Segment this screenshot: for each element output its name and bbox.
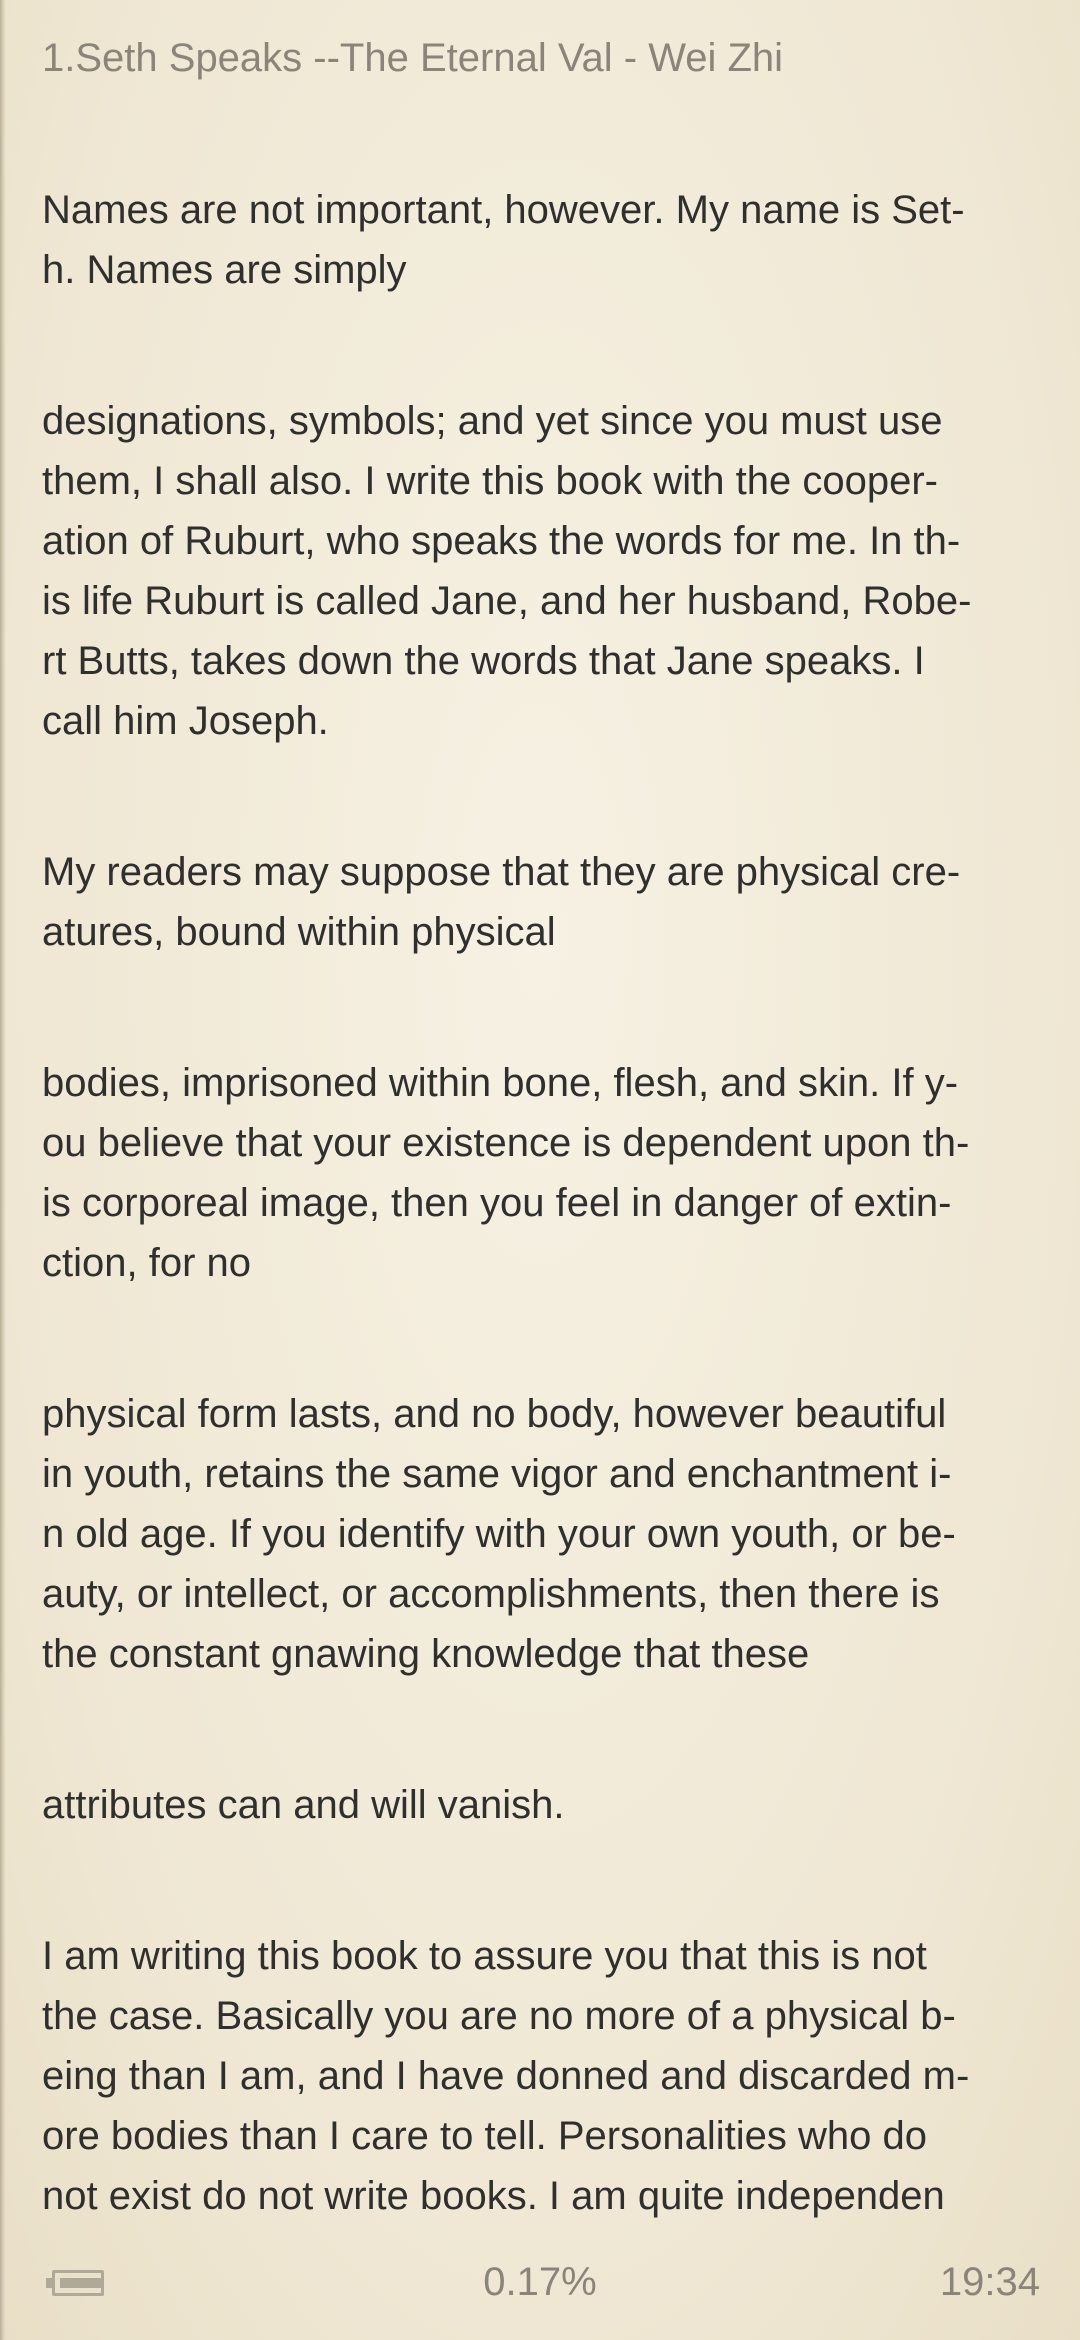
paragraph: physical form lasts, and no body, however beautiful in youth, retains the same vigor and enchantment i- n old age. If you identify with your own youth, or be- auty, or intellect, or accomplishments, then there is the constant gnawing knowledge that these bbox=[42, 1392, 956, 1676]
book-chapter-title: 1.Seth Speaks --The Eternal Val - Wei Zhi bbox=[42, 36, 784, 80]
battery-icon bbox=[46, 2270, 108, 2296]
reading-progress: 0.17% bbox=[483, 2260, 597, 2304]
clock: 19:34 bbox=[939, 2260, 1040, 2304]
paragraph: Names are not important, however. My name is Set- h. Names are simply bbox=[42, 188, 965, 292]
page-edge bbox=[0, 0, 6, 2340]
paragraph: bodies, imprisoned within bone, flesh, and skin. If y- ou believe that your existence is dependent upon th- is corporeal image, then you feel in danger of extin- ction, for no bbox=[42, 1061, 970, 1285]
status-footer bbox=[0, 2252, 1080, 2312]
paragraph: I am writing this book to assure you that this is not the case. Basically you are no more of a physical b- eing than I am, and I have donned and discarded m- ore bodies than I care to tell. Personalities who do not exist do not write books. I am quite independen bbox=[42, 1934, 970, 2218]
paragraph: My readers may suppose that they are physical cre- atures, bound within physical bbox=[42, 850, 961, 954]
paragraph: attributes can and will vanish. bbox=[42, 1783, 565, 1827]
paragraph: designations, symbols; and yet since you must use them, I shall also. I write this book with the cooper- ation of Ruburt, who speaks the words for me. In th- is life Ruburt is called Jane, and her husband, Robe- rt Butts, takes down the words that Jane speaks. I call him Joseph. bbox=[42, 399, 972, 743]
battery-body bbox=[52, 2270, 104, 2296]
battery-level bbox=[60, 2278, 102, 2288]
reading-page[interactable] bbox=[42, 180, 1052, 2230]
